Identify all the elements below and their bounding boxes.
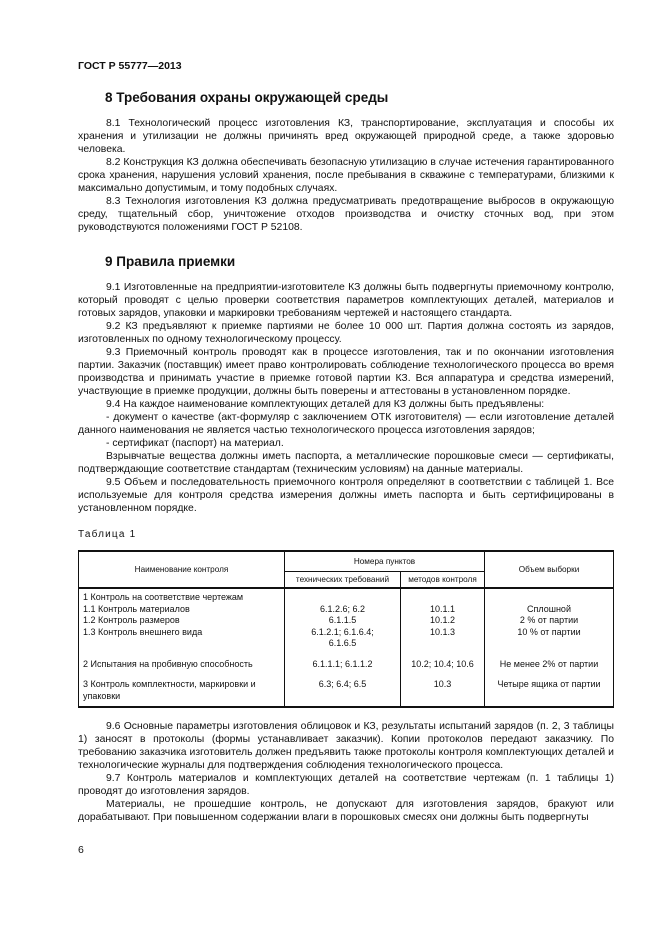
header-item-numbers: Номера пунктов xyxy=(285,551,485,571)
table-row xyxy=(79,650,614,671)
row-tech: 6.1.1.5 xyxy=(285,615,401,627)
paragraph-9-4: 9.4 На каждое наименование комплектующих деталей для КЗ должны быть предъявлены: xyxy=(106,399,545,410)
paragraph-materials: Материалы, не прошедшие контроль, не допускают для изготовления зарядов, бракуют или дорабатывают. При повышенном содержании влаги в порошковых смесях они должны быть подвергнуты xyxy=(78,799,614,823)
row-name: 1.2 Контроль размеров xyxy=(79,615,285,627)
row-tech: 6.1.1.1; 6.1.1.2 xyxy=(285,650,401,671)
paragraph-9-5: 9.5 Объем и последовательность приемочного контроля определяют в соответствии с таблицей 1. Все используемые для контроля средства измерения должны иметь паспорта и быть сертифицированы в установленном порядке. xyxy=(78,477,614,514)
table-row xyxy=(79,615,614,627)
table-row xyxy=(79,604,614,616)
page-content xyxy=(78,90,614,824)
header-sample-volume: Объем выборки xyxy=(485,551,614,588)
row-tech: 6.1.2.6; 6.2 xyxy=(285,604,401,616)
row-methods: 10.2; 10.4; 10.6 xyxy=(401,650,485,671)
row-tech xyxy=(285,588,401,604)
row-tech-line-1: 6.1.2.1; 6.1.6.4; xyxy=(311,626,374,637)
section-9-title: 9 Правила приемки xyxy=(105,254,236,269)
row-volume: 10 % от партии xyxy=(485,627,614,650)
paragraph-9-6: 9.6 Основные параметры изготовления облицовок и КЗ, результаты испытаний зарядов (п. 2, 3 таблицы 1) заносят в протоколы (формы устанавливает заказчик). Копии протоколов передают заказчику. По требованию заказчика изготовитель должен предъявить также протоколы контроля комплектующих деталей и технологические журналы для подтверждения соблюдения технологического процесса. xyxy=(78,721,614,771)
row-tech-line-2: 6.1.6.5 xyxy=(328,638,357,648)
list-item-quality-document: - документ о качестве (акт-формуляр с заключением ОТК изготовителя) — если изготовление деталей данного наименования не является частью технологического процесса изготовления зарядов; xyxy=(78,412,614,436)
table-caption: Таблица 1 xyxy=(78,529,137,540)
page-number: 6 xyxy=(78,844,84,856)
standard-header: ГОСТ Р 55777—2013 xyxy=(78,60,182,72)
row-volume: Четыре ящика от партии xyxy=(485,670,614,707)
row-name: 1 Контроль на соответствие чертежам xyxy=(79,588,285,604)
paragraph-9-7: 9.7 Контроль материалов и комплектующих деталей на соответствие чертежам (п. 1 таблицы 1) проводят до изготовления зарядов. xyxy=(78,773,614,797)
list-item-certificate: - сертификат (паспорт) на материал. xyxy=(106,438,284,449)
header-technical-requirements: технических требований xyxy=(285,571,401,588)
row-methods: 10.1.1 xyxy=(401,604,485,616)
table-row xyxy=(79,627,614,650)
table-row xyxy=(79,670,614,707)
row-methods: 10.3 xyxy=(401,670,485,707)
row-name: 1.3 Контроль внешнего вида xyxy=(79,627,285,650)
section-8-title: 8 Требования охраны окружающей среды xyxy=(105,90,389,105)
acceptance-table xyxy=(78,550,614,708)
row-volume: 2 % от партии xyxy=(485,615,614,627)
row-tech: 6.3; 6.4; 6.5 xyxy=(285,670,401,707)
row-methods: 10.1.2 xyxy=(401,615,485,627)
paragraph-8-1: 8.1 Технологический процесс изготовления КЗ, транспортирование, эксплуатация и способы их хранения и утилизации не должны причинять вред окружающей природной среде, а также здоровью человека. xyxy=(78,118,614,155)
paragraph-9-3: 9.3 Приемочный контроль проводят как в процессе изготовления, так и по окончании изготовления партии. Заказчик (поставщик) имеет право контролировать соблюдение технологического процесса во время производства и принимать участие в приемке готовой партии КЗ. Вся аппаратура и средства измерений, участвующие в приемке продукции, должны быть поверены и аттестованы в установленном порядке. xyxy=(78,347,614,397)
paragraph-9-1: 9.1 Изготовленные на предприятии-изготовителе КЗ должны быть подвергнуты приемочному контролю, который проводят с целью проверки соответствия параметров комплектующих деталей, материалов и готовых зарядов, упаковки и маркировки требованиям чертежей и настоящего стандарта. xyxy=(78,282,614,319)
row-name: 3 Контроль комплектности, маркировки и упаковки xyxy=(79,670,285,707)
row-volume: Не менее 2% от партии xyxy=(485,650,614,671)
paragraph-explosives: Взрывчатые вещества должны иметь паспорта, а металлические порошковые смеси — сертификаты, подтверждающие соответствие стандартам (техническим условиям) на данные материалы. xyxy=(78,451,614,475)
row-name: 2 Испытания на пробивную способность xyxy=(79,650,285,671)
header-control-name: Наименование контроля xyxy=(79,551,285,588)
header-control-methods: методов контроля xyxy=(401,571,485,588)
row-methods: 10.1.3 xyxy=(401,627,485,650)
paragraph-8-2: 8.2 Конструкция КЗ должна обеспечивать безопасную утилизацию в случае истечения гарантированного срока хранения, нарушения условий хранения, после пребывания в скважине с температурами, близкими к максимально допустимым, и тому подобных случаях. xyxy=(78,157,614,194)
paragraph-9-2: 9.2 КЗ предъявляют к приемке партиями не более 10 000 шт. Партия должна состоять из зарядов, изготовленных по одному технологическому процессу. xyxy=(78,321,614,345)
row-tech xyxy=(285,627,401,650)
row-name: 1.1 Контроль материалов xyxy=(79,604,285,616)
paragraph-8-3: 8.3 Технология изготовления КЗ должна предусматривать предотвращение выбросов в окружающую среду, тщательный сбор, уничтожение отходов производства и очистку сточных вод, при этом руководствуются положениями ГОСТ Р 52108. xyxy=(78,196,614,233)
row-methods xyxy=(401,588,485,604)
row-volume: Сплошной xyxy=(485,604,614,616)
table-row xyxy=(79,588,614,604)
row-volume xyxy=(485,588,614,604)
